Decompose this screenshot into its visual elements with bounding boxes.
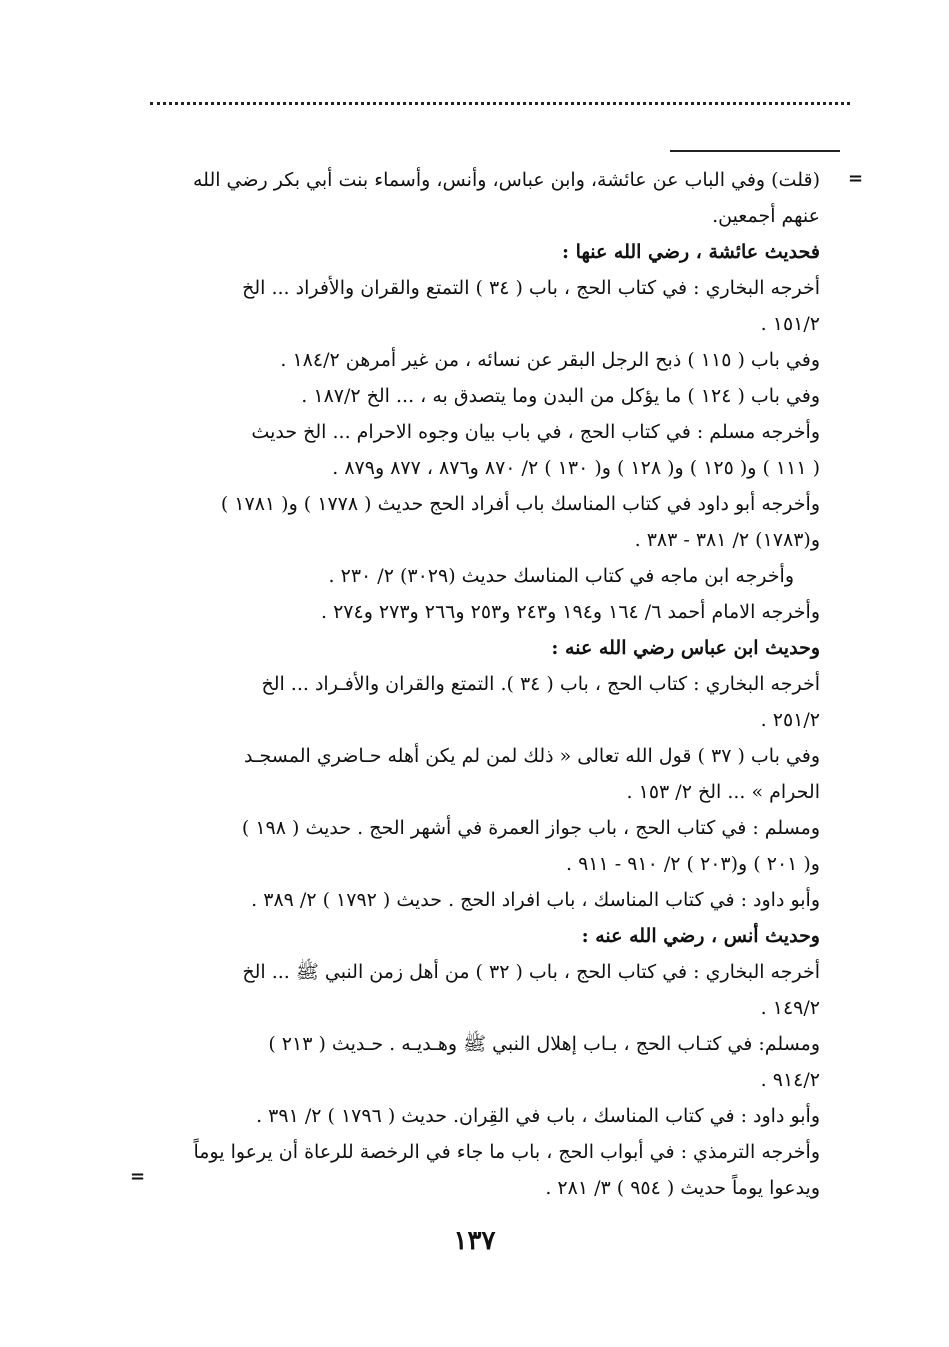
- text-line: وأبو داود : في كتاب المناسك ، باب في القِران. حديث ( ١٧٩٦ ) ٢/ ٣٩١ .: [256, 1105, 820, 1127]
- text-line: وأخرجه الامام أحمد ٦/ ١٦٤ و١٩٤ و٢٤٣ و٢٥٣ و٢٦٦ و٢٧٣ و٢٧٤ .: [320, 601, 820, 623]
- page-number: ١٣٧: [453, 1226, 496, 1256]
- continuation-mark-bottom: =: [130, 1166, 146, 1187]
- text-line: ومسلم: في كتـاب الحج ، بـاب إهلال النبي ﷺ وهـديـه . حـديث ( ٢١٣ ): [268, 1033, 820, 1055]
- text-line: وحديث أنس ، رضي الله عنه :: [581, 925, 820, 947]
- continuation-mark-top: =: [848, 168, 864, 189]
- text-line: وأبو داود : في كتاب المناسك ، باب افراد الحج . حديث ( ١٧٩٢ ) ٢/ ٣٨٩ .: [251, 889, 820, 911]
- text-line: فحديث عائشة ، رضي الله عنها :: [562, 241, 820, 263]
- text-line: وفي باب ( ١١٥ ) ذبح الرجل البقر عن نسائه ، من غير أمرهن ١٨٤/٢ .: [280, 349, 820, 371]
- text-line: و(١٧٨٣) ٢/ ٣٨١ - ٣٨٣ .: [634, 529, 820, 551]
- footnote-separator: [670, 150, 840, 152]
- text-line: وأخرجه الترمذي : في أبواب الحج ، باب ما جاء في الرخصة للرعاة أن يرعوا يوماً: [193, 1141, 820, 1163]
- text-line: (قلت) وفي الباب عن عائشة، وابن عباس، وأنس، وأسماء بنت أبي بكر رضي الله: [192, 169, 820, 191]
- text-line: أخرجه البخاري : كتاب الحج ، باب ( ٣٤ ). التمتع والقران والأفـراد ... الخ: [261, 673, 820, 695]
- text-line: وأخرجه أبو داود في كتاب المناسك باب أفراد الحج حديث ( ١٧٧٨ ) و( ١٧٨١ ): [220, 493, 820, 515]
- text-line: ( ١١١ ) و( ١٢٥ ) و( ١٢٨ ) و( ١٣٠ ) ٢/ ٨٧٠ و٨٧٦ ، ٨٧٧ و٨٧٩ .: [332, 457, 820, 479]
- dotted-separator: [150, 102, 850, 105]
- footnote-text: [150, 162, 820, 1206]
- text-line: ١٤٩/٢ .: [760, 997, 820, 1019]
- text-line: و( ٢٠١ ) و(٢٠٣ ) ٢/ ٩١٠ - ٩١١ .: [566, 853, 820, 875]
- text-line: ٢٥١/٢ .: [760, 709, 820, 731]
- text-line: ٩١٤/٢ .: [760, 1069, 820, 1091]
- text-line: ومسلم : في كتاب الحج ، باب جواز العمرة في أشهر الحج . حديث ( ١٩٨ ): [241, 817, 820, 839]
- text-line: ويدعوا يوماً حديث ( ٩٥٤ ) ٣/ ٢٨١ .: [545, 1177, 820, 1199]
- text-line: وفي باب ( ٣٧ ) قول الله تعالى « ذلك لمن لم يكن أهله حـاضري المسجـد: [244, 745, 820, 767]
- text-line: وأخرجه ابن ماجه في كتاب المناسك حديث (٣٠٢٩) ٢/ ٢٣٠ .: [328, 565, 794, 587]
- text-line: أخرجه البخاري : في كتاب الحج ، باب ( ٣٢ ) من أهل زمن النبي ﷺ ... الخ: [242, 961, 820, 983]
- text-line: وفي باب ( ١٢٤ ) ما يؤكل من البدن وما يتصدق به ، ... الخ ١٨٧/٢ .: [301, 385, 820, 407]
- text-line: وأخرجه مسلم : في كتاب الحج ، في باب بيان وجوه الاحرام ... الخ حديث: [251, 421, 820, 443]
- text-line: ١٥١/٢ .: [760, 313, 820, 335]
- text-line: أخرجه البخاري : في كتاب الحج ، باب ( ٣٤ ) التمتع والقران والأفراد ... الخ: [242, 277, 820, 299]
- text-line: الحرام » ... الخ ٢/ ١٥٣ .: [626, 781, 820, 803]
- text-line: وحديث ابن عباس رضي الله عنه :: [551, 637, 820, 659]
- text-line: عنهم أجمعين.: [712, 205, 820, 227]
